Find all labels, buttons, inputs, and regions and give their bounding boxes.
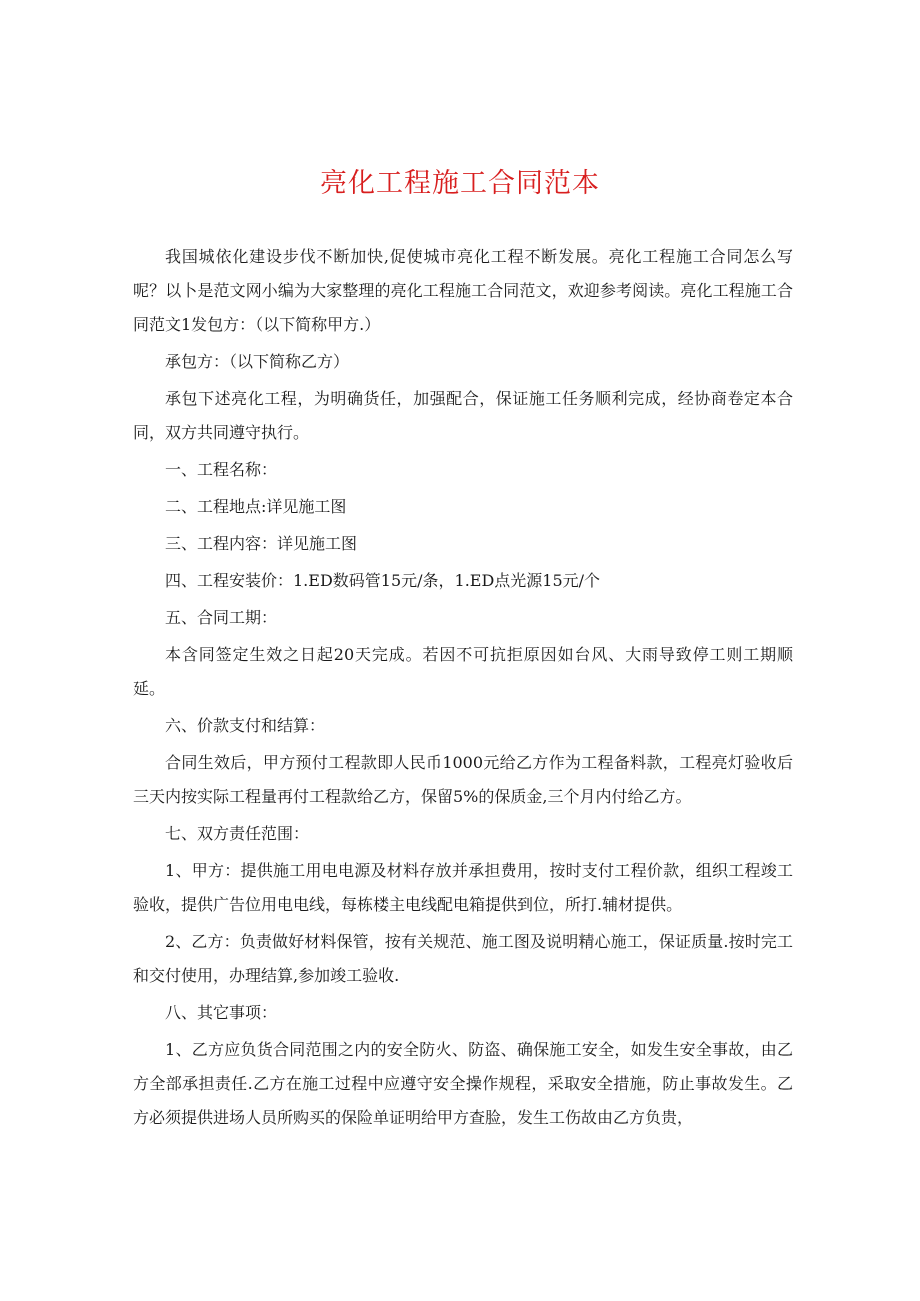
paragraph-project-name: 一、工程名称： bbox=[165, 460, 278, 479]
paragraph-contractor: 承包方：（以下简称乙方） bbox=[165, 352, 350, 371]
paragraph-duration: 本含同签定生效之日起20天完成。若因不可抗拒原因如台风、大雨导致停工则工期顺延。 bbox=[133, 645, 793, 698]
paragraph-payment: 合同生效后，甲方预付工程款即人民币1000元给乙方作为工程备料款，工程亮灯验收后三天内按实际工程量再付工程款给乙方，保留5%的保质金,三个月内付给乙方。 bbox=[133, 753, 793, 806]
paragraph-install-price: 四、工程安装价：1.ED数码管15元/条，1.ED点光源15元/个 bbox=[165, 571, 601, 590]
paragraph-project-location: 二、工程地点:详见施工图 bbox=[165, 497, 347, 516]
paragraph-other-safety: 1、乙方应负货合同范围之内的安全防火、防盗、确保施工安全，如发生安全事故，由乙方全部承担责任.乙方在施工过程中应遵守安全操作规程，采取安全措施，防止事故发生。乙方必须提供进场人员所购买的保险单证明给甲方查脸，发生工伤故由乙方负贵， bbox=[133, 1040, 793, 1127]
paragraph-responsibility-heading: 七、双方责任范围： bbox=[165, 824, 310, 843]
paragraph-project-content: 三、工程内容：详见施工图 bbox=[165, 534, 358, 553]
paragraph-party-b: 2、乙方：负责做好材料保管，按有关规范、施工图及说明精心施工，保证质量.按时完工和交付使用，办理结算,参加竣工验收. bbox=[133, 932, 793, 985]
document-title: 亮化工程施工合同范本 bbox=[320, 168, 600, 199]
paragraph-other-heading: 八、其它事项： bbox=[165, 1003, 278, 1022]
paragraph-preamble: 承包下述亮化工程，为明确货任，加强配合，保证施工任务顺利完成，经协商卷定本合同，双方共同遵守执行。 bbox=[133, 389, 793, 442]
paragraph-party-a: 1、甲方：提供施工用电电源及材料存放并承担费用，按时支付工程价款，组织工程竣工验收，提供广告位用电电线，每栋楼主电线配电箱提供到位，所打.辅材提供。 bbox=[133, 861, 793, 914]
paragraph-intro: 我国城依化建设步伐不断加快,促使城市亮化工程不断发展。亮化工程施工合同怎么写呢？以卜是范文网小编为大家整理的亮化工程施工合同范文，欢迎参考阅读。亮化工程施工合同范文1发包方：（以下简称甲方.） bbox=[133, 247, 793, 334]
paragraph-payment-heading: 六、价款支付和结算： bbox=[165, 716, 326, 735]
paragraph-duration-heading: 五、合同工期： bbox=[165, 608, 278, 627]
document-body bbox=[133, 240, 793, 1135]
